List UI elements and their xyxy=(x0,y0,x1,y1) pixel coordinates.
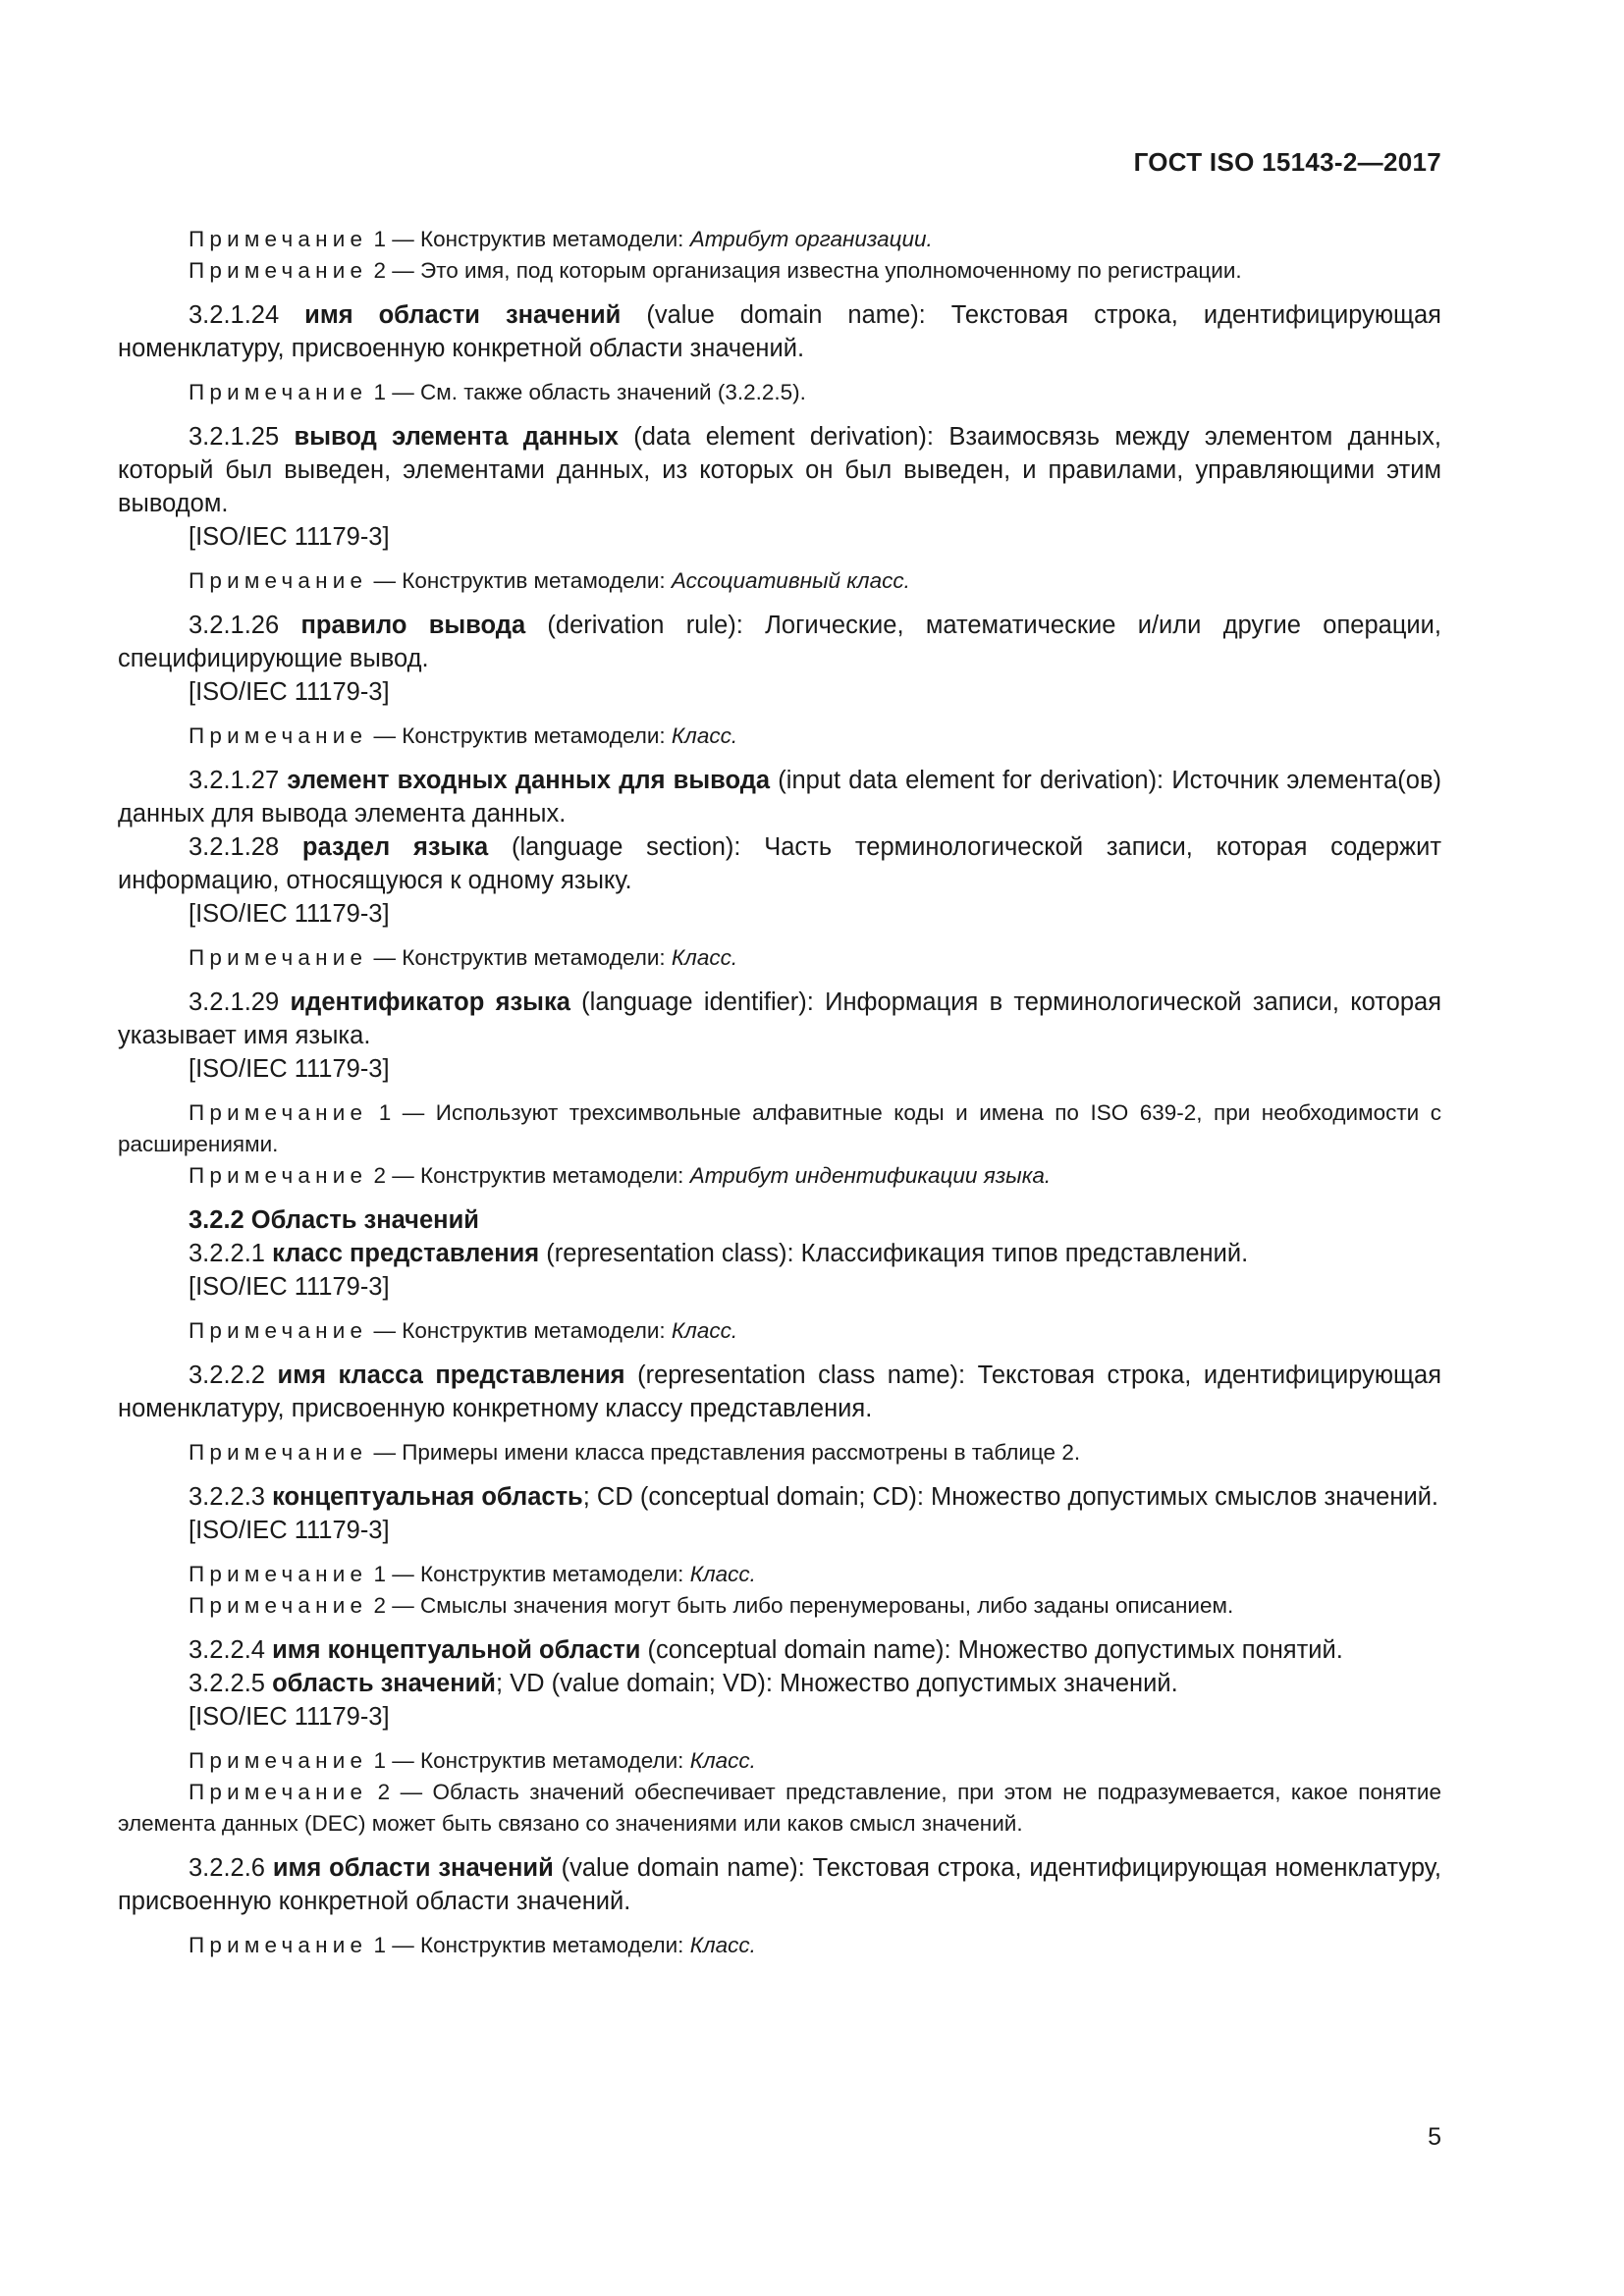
term-definition: 3.2.2.4 имя концептуальной области (conceptual domain name): Множество допустимых понятий. xyxy=(189,1636,1343,1664)
note: Примечание 1 — Используют трехсимвольные алфавитные коды и имена по ISO 639-2, при необходимости с расширениями. xyxy=(118,1100,1441,1156)
section-title: 3.2.2 Область значений xyxy=(189,1206,479,1234)
term-definition: 3.2.1.27 элемент входных данных для вывода (input data element for derivation): Источник элемента(ов) данных для вывода элемента данных. xyxy=(118,767,1442,828)
term-definition: 3.2.2.1 класс представления (representation class): Классификация типов представлений. xyxy=(189,1240,1249,1267)
reference: [ISO/IEC 11179-3] xyxy=(189,900,390,928)
note: Примечание 1 — Конструктив метамодели: Атрибут организации. xyxy=(189,227,933,251)
reference: [ISO/IEC 11179-3] xyxy=(189,523,390,551)
reference: [ISO/IEC 11179-3] xyxy=(189,1055,390,1083)
term-definition: 3.2.2.5 область значений; VD (value domain; VD): Множество допустимых значений. xyxy=(189,1670,1178,1697)
note: Примечание 1 — Конструктив метамодели: Класс. xyxy=(189,1562,756,1586)
term-definition: 3.2.1.26 правило вывода (derivation rule): Логические, математические и/или другие операции, специфицирующие вывод. xyxy=(118,612,1441,672)
note: Примечание — Конструктив метамодели: Класс. xyxy=(189,723,738,748)
document-code-header: ГОСТ ISO 15143-2—2017 xyxy=(1133,147,1441,177)
note: Примечание 2 — Это имя, под которым организация известна уполномоченному по регистрации. xyxy=(189,258,1242,283)
page-number: 5 xyxy=(1428,2123,1441,2151)
document-body xyxy=(118,224,1441,1961)
note: Примечание 2 — Область значений обеспечивает представление, при этом не подразумевается, какое понятие элемента данных (DEC) может быть связано со значениями или каков смысл значений. xyxy=(118,1780,1441,1836)
term-definition: 3.2.1.28 раздел языка (language section): Часть терминологической записи, которая содержит информацию, относящуюся к одному языку. xyxy=(118,833,1441,894)
term-definition: 3.2.1.25 вывод элемента данных (data element derivation): Взаимосвязь между элементом данных, который был выведен, элементами данных, из которых он был выведен, и правилами, управляющими этим выводом. xyxy=(118,423,1441,517)
note: Примечание 1 — Конструктив метамодели: Класс. xyxy=(189,1933,756,1957)
term-definition: 3.2.1.29 идентификатор языка (language identifier): Информация в терминологической записи, которая указывает имя языка. xyxy=(118,988,1442,1049)
reference: [ISO/IEC 11179-3] xyxy=(189,1273,390,1301)
note: Примечание 1 — Конструктив метамодели: Класс. xyxy=(189,1748,756,1773)
note: Примечание — Конструктив метамодели: Класс. xyxy=(189,945,738,970)
note: Примечание 2 — Смыслы значения могут быть либо перенумерованы, либо заданы описанием. xyxy=(189,1593,1234,1618)
term-definition: 3.2.2.2 имя класса представления (representation class name): Текстовая строка, идентифицирующая номенклатуру, присвоенную конкретному классу представления. xyxy=(118,1362,1441,1422)
term-definition: 3.2.2.3 концептуальная область; CD (conceptual domain; CD): Множество допустимых смыслов значений. xyxy=(189,1483,1439,1511)
note: Примечание — Конструктив метамодели: Ассоциативный класс. xyxy=(189,568,910,593)
note: Примечание — Примеры имени класса представления рассмотрены в таблице 2. xyxy=(189,1440,1081,1465)
reference: [ISO/IEC 11179-3] xyxy=(189,1703,390,1731)
note: Примечание — Конструктив метамодели: Класс. xyxy=(189,1318,738,1343)
reference: [ISO/IEC 11179-3] xyxy=(189,678,390,706)
reference: [ISO/IEC 11179-3] xyxy=(189,1517,390,1544)
term-definition: 3.2.1.24 имя области значений (value domain name): Текстовая строка, идентифицирующая номенклатуру, присвоенную конкретной области значений. xyxy=(118,301,1441,362)
term-definition: 3.2.2.6 имя области значений (value domain name): Текстовая строка, идентифицирующая номенклатуру, присвоенную конкретной области значений. xyxy=(118,1854,1441,1915)
note: Примечание 2 — Конструктив метамодели: Атрибут индентификации языка. xyxy=(189,1163,1052,1188)
note: Примечание 1 — См. также область значений (3.2.2.5). xyxy=(189,380,806,404)
